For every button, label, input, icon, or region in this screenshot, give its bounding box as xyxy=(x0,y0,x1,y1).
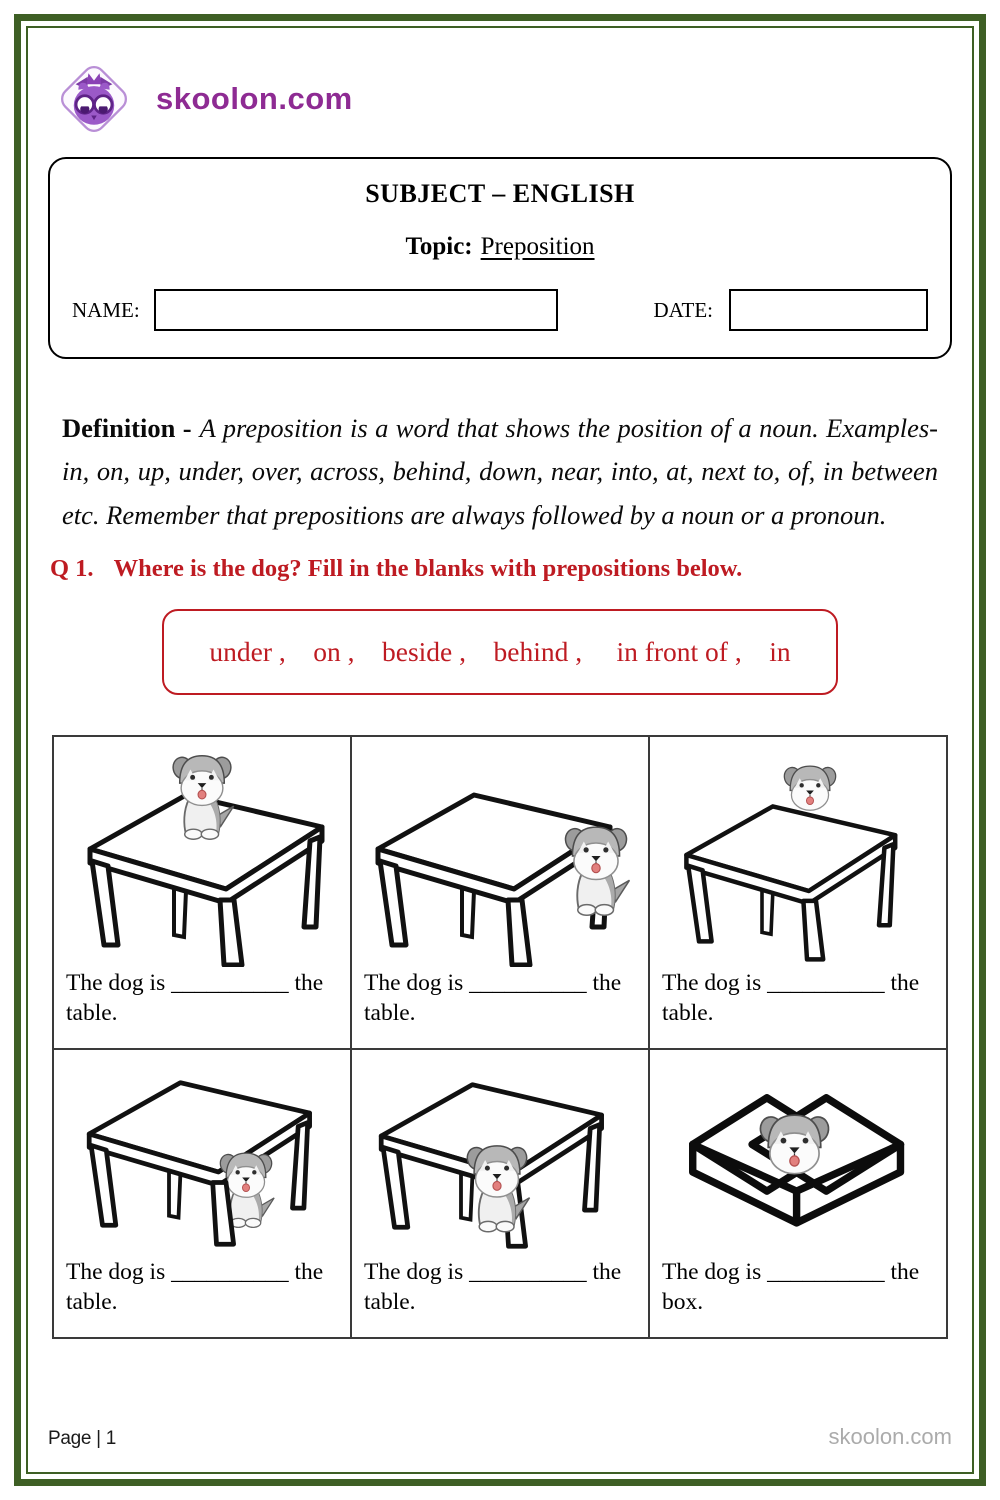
exercise-cell xyxy=(53,736,351,1049)
worksheet-header-box xyxy=(48,157,952,359)
caption: The dog is __________ the table. xyxy=(66,970,324,1026)
footer-site-watermark: skoolon.com xyxy=(828,1424,952,1449)
brand-name: skoolon.com xyxy=(156,81,353,116)
subject-title: SUBJECT – ENGLISH xyxy=(365,179,635,208)
worksheet-page xyxy=(29,29,971,1471)
name-input[interactable] xyxy=(154,289,558,331)
exercise-cell xyxy=(649,1049,947,1338)
name-date-row xyxy=(72,289,928,331)
date-input[interactable] xyxy=(729,289,928,331)
definition-body: A preposition is a word that shows the position of a noun. Examples- in, on, up, under, over, across, behind, down, near, into, at, next to, of, in between etc. Remember that prepositions are always followed by a noun or a pronoun. xyxy=(62,413,938,530)
caption: The dog is __________ the box. xyxy=(662,1259,920,1315)
caption: The dog is __________ the table. xyxy=(364,970,622,1026)
skoolon-owl-logo-icon xyxy=(48,53,140,145)
question-1 xyxy=(50,555,952,583)
dog-under-table-image xyxy=(54,1050,350,1256)
dog-on-table-image xyxy=(54,737,350,967)
topic-value: Preposition xyxy=(480,233,595,260)
exercise-cell xyxy=(53,1049,351,1338)
topic-line xyxy=(72,233,928,261)
dog-beside-table-image xyxy=(352,737,648,967)
exercise-cell xyxy=(351,1049,649,1338)
question-text: Where is the dog? Fill in the blanks with prepositions below. xyxy=(113,555,743,583)
name-label: NAME: xyxy=(72,297,140,322)
topic-label: Topic: xyxy=(405,233,473,260)
caption: The dog is __________ the table. xyxy=(66,1259,324,1315)
word-bank-box: under , on , beside , behind , in front of , in xyxy=(162,609,838,695)
exercise-cell xyxy=(649,736,947,1049)
question-number: Q 1. xyxy=(50,555,94,583)
brand-header xyxy=(48,53,952,145)
caption: The dog is __________ the table. xyxy=(364,1259,622,1315)
date-label: DATE: xyxy=(653,297,713,322)
caption: The dog is __________ the table. xyxy=(662,970,920,1026)
dog-behind-table-image xyxy=(650,737,946,967)
exercise-grid xyxy=(52,735,948,1339)
page-number: Page | 1 xyxy=(48,1428,117,1449)
definition-paragraph xyxy=(62,407,938,537)
definition-label: Definition - xyxy=(62,413,192,443)
page-footer xyxy=(48,1424,952,1450)
dog-in-box-image xyxy=(650,1050,946,1256)
exercise-cell xyxy=(351,736,649,1049)
dog-in-front-of-table-image xyxy=(352,1050,648,1256)
